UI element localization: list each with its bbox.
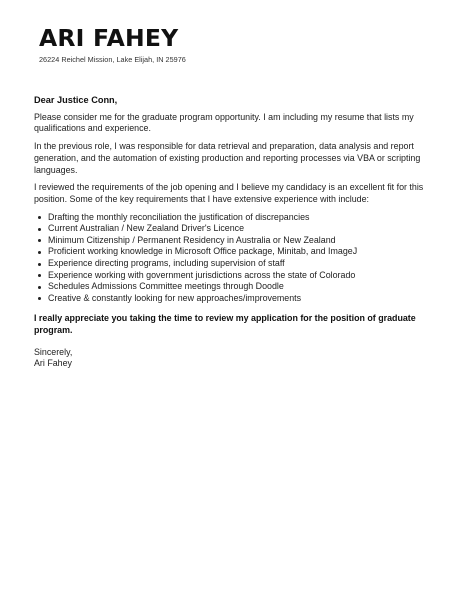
closing-statement: I really appreciate you taking the time to review my application for the position of graduate program.	[34, 313, 416, 336]
qualifications-list	[34, 212, 444, 305]
list-item-text: Proficient working knowledge in Microsoft Office package, Minitab, and ImageJ	[48, 246, 358, 257]
list-item	[34, 246, 444, 258]
list-item	[34, 212, 444, 224]
list-item	[34, 223, 444, 235]
list-item-text: Experience directing programs, including supervision of staff	[48, 258, 285, 268]
list-item	[34, 293, 444, 305]
experience-paragraph: In the previous role, I was responsible for data retrieval and preparation, data analysis and report generation, and the automation of existing production and reporting processes via VBA or scripting languages.	[34, 141, 421, 175]
bullet-icon	[38, 239, 41, 242]
applicant-name: ARI FAHEY	[39, 24, 179, 52]
bullet-icon	[38, 286, 41, 289]
signoff: Sincerely,	[34, 346, 73, 357]
list-item	[34, 235, 444, 247]
list-item-text: Schedules Admissions Committee meetings through Doodle	[48, 281, 284, 292]
list-item-text: Experience working with government jurisdictions across the state of Colorado	[48, 269, 356, 280]
intro-paragraph: Please consider me for the graduate program opportunity. I am including my resume that lists my qualifications and experience.	[34, 111, 414, 134]
list-item-text: Current Australian / New Zealand Driver's Licence	[48, 223, 245, 234]
letter-header	[39, 24, 459, 65]
list-item-text: Creative & constantly looking for new approaches/improvements	[48, 292, 302, 303]
requirements-paragraph: I reviewed the requirements of the job opening and I believe my candidacy is an excellent fit for this position. Some of the key requirements that I have extensive experience with include:	[34, 182, 424, 204]
bullet-icon	[38, 274, 41, 277]
list-item	[34, 270, 444, 282]
applicant-address: 26224 Reichel Mission, Lake Elijah, IN 25976	[39, 55, 186, 64]
bullet-icon	[38, 251, 41, 254]
bullet-icon	[38, 263, 41, 266]
list-item	[34, 281, 444, 293]
bullet-icon	[38, 228, 41, 231]
list-item-text: Minimum Citizenship / Permanent Residency in Australia or New Zealand	[48, 234, 336, 245]
list-item-text: Drafting the monthly reconciliation the justification of discrepancies	[48, 211, 310, 222]
list-item	[34, 258, 444, 270]
salutation: Dear Justice Conn,	[34, 95, 118, 105]
bullet-icon	[38, 297, 41, 300]
signature-name: Ari Fahey	[34, 358, 72, 369]
letter-body	[34, 95, 444, 370]
bullet-icon	[38, 216, 41, 219]
